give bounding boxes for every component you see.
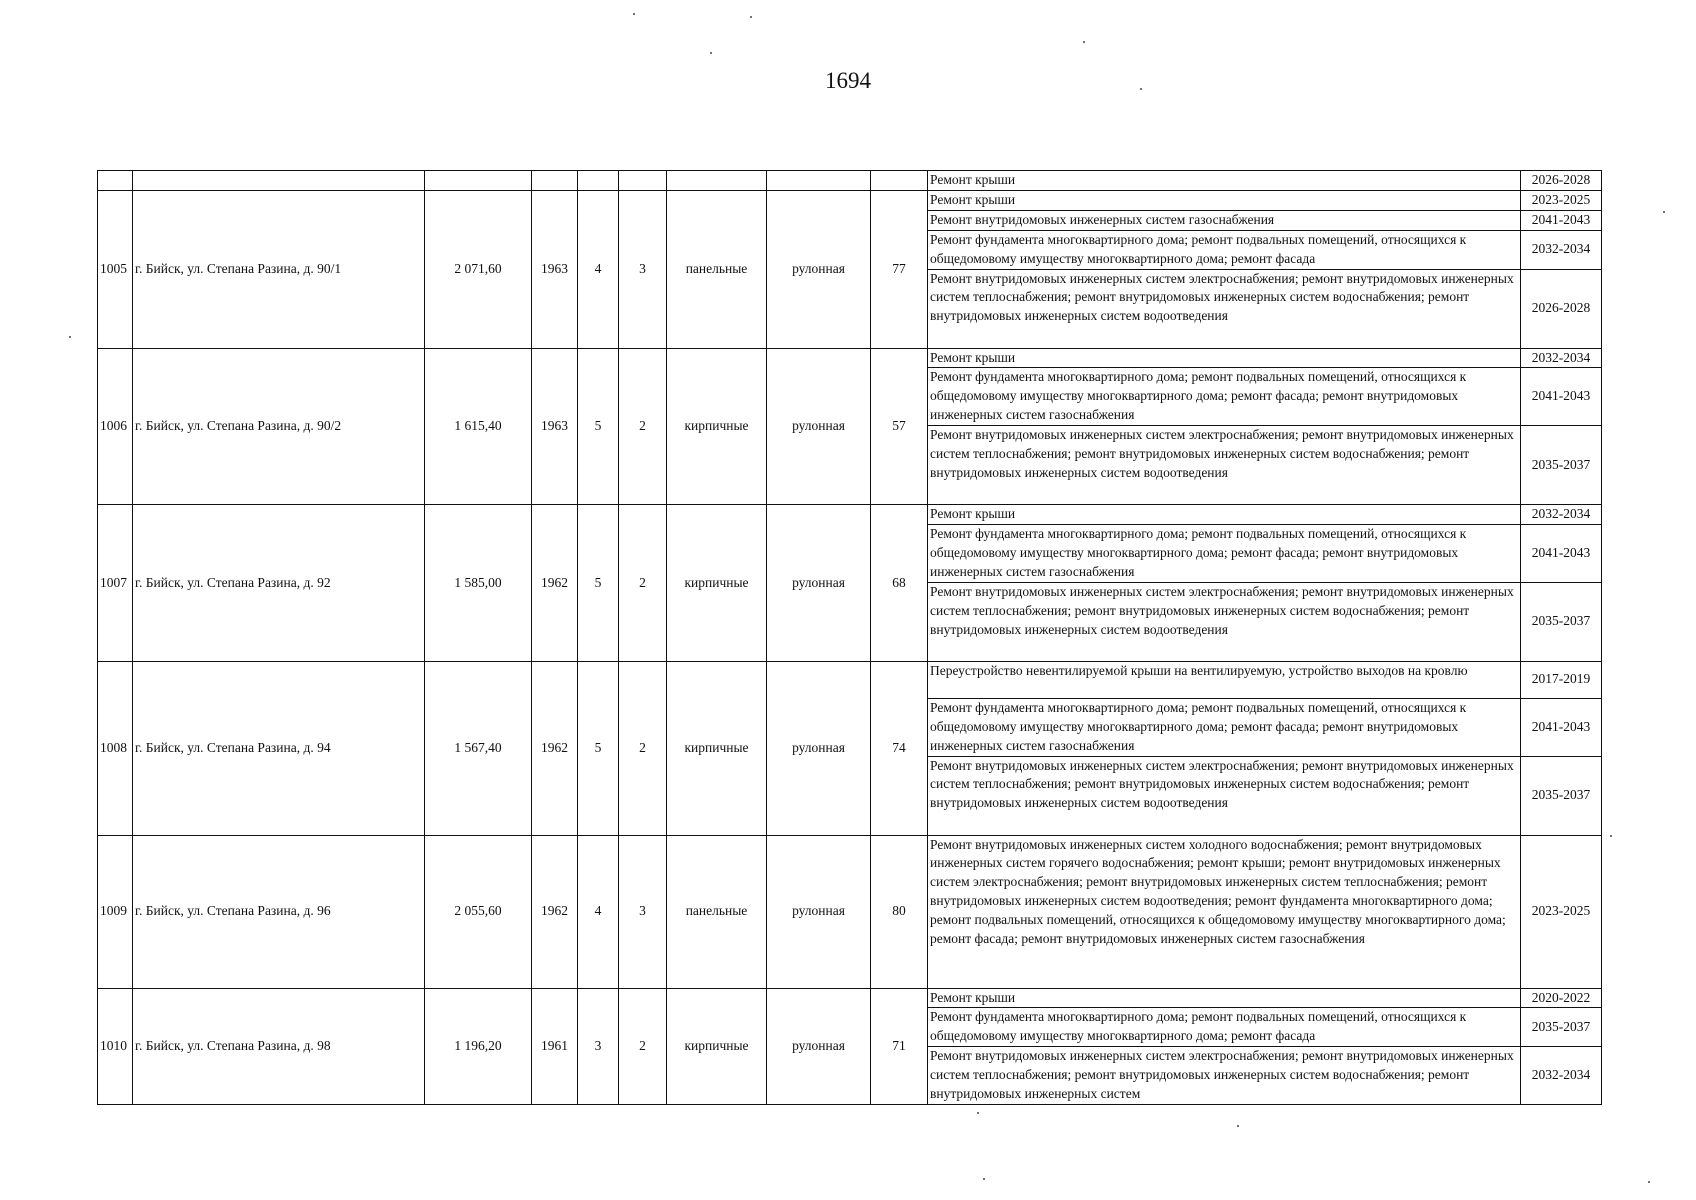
scan-speck: [1610, 835, 1612, 837]
total-area: 2 055,60: [425, 835, 532, 988]
scan-speck: [1663, 211, 1665, 213]
work-description: Переустройство невентилируемой крыши на вентилируемую, устройство выходов на кровлю: [928, 661, 1521, 698]
scan-speck: [633, 13, 635, 15]
work-description: Ремонт внутридомовых инженерных систем газоснабжения: [928, 210, 1521, 230]
roof-type: рулонная: [767, 505, 871, 662]
house-number: 1009: [98, 835, 133, 988]
continued-row: [98, 171, 1602, 191]
house-number: 1005: [98, 190, 133, 348]
work-period: 2023-2025: [1521, 190, 1602, 210]
work-period: 2035-2037: [1521, 582, 1602, 661]
work-period: 2041-2043: [1521, 698, 1602, 756]
house-row: [98, 988, 1602, 1008]
roof-type: рулонная: [767, 988, 871, 1105]
total-area: 1 196,20: [425, 988, 532, 1105]
total-area: 1 567,40: [425, 661, 532, 835]
wall-material: кирпичные: [667, 661, 767, 835]
roof-type: рулонная: [767, 835, 871, 988]
house-row: [98, 661, 1602, 698]
wall-material: кирпичные: [667, 988, 767, 1105]
construction-year: 1962: [532, 505, 578, 662]
page-number: 1694: [825, 68, 871, 93]
work-description: Ремонт крыши: [928, 348, 1521, 368]
house-address: г. Бийск, ул. Степана Разина, д. 98: [133, 988, 425, 1105]
work-description: Ремонт крыши: [928, 190, 1521, 210]
scan-speck: [750, 16, 752, 18]
scan-speck: [69, 336, 71, 338]
house-address: г. Бийск, ул. Степана Разина, д. 90/1: [133, 190, 425, 348]
construction-year: 1962: [532, 835, 578, 988]
work-period: 2026-2028: [1521, 171, 1602, 191]
work-description: Ремонт внутридомовых инженерных систем холодного водоснабжения; ремонт внутридомовых инженерных систем горячего водоснабжения; ремонт крыши; ремонт внутридомовых инженерных систем электроснабжения; ремонт внутридомовых инженерных систем теплоснабжения; ремонт внутридомовых инженерных систем водоотведения; ремонт фундамента многоквартирного дома; ремонт подвальных помещений, относящихся к общедомовому имуществу многоквартирного дома; ремонт фасада; ремонт внутридомовых инженерных систем газоснабжения: [928, 835, 1521, 988]
work-period: 2032-2034: [1521, 1047, 1602, 1105]
work-period: 2032-2034: [1521, 505, 1602, 525]
work-period: 2020-2022: [1521, 988, 1602, 1008]
work-description: Ремонт крыши: [928, 988, 1521, 1008]
entrance-count: 2: [619, 505, 667, 662]
scan-speck: [1648, 1181, 1650, 1183]
work-description: Ремонт внутридомовых инженерных систем электроснабжения; ремонт внутридомовых инженерных систем теплоснабжения; ремонт внутридомовых инженерных систем водоснабжения; ремонт внутридомовых инженерных систем: [928, 1047, 1521, 1105]
work-description: Ремонт фундамента многоквартирного дома; ремонт подвальных помещений, относящихся к общедомовому имуществу многоквартирного дома; ремонт фасада; ремонт внутридомовых инженерных систем газоснабжения: [928, 525, 1521, 583]
floor-count: 5: [578, 661, 619, 835]
work-description: Ремонт фундамента многоквартирного дома; ремонт подвальных помещений, относящихся к общедомовому имуществу многоквартирного дома; ремонт фасада: [928, 230, 1521, 269]
wear-percent: 68: [871, 505, 928, 662]
scan-speck: [1237, 1125, 1239, 1127]
entrance-count: 3: [619, 835, 667, 988]
capital-repair-table: [97, 170, 1602, 1105]
construction-year: 1962: [532, 661, 578, 835]
work-description: Ремонт внутридомовых инженерных систем электроснабжения; ремонт внутридомовых инженерных систем теплоснабжения; ремонт внутридомовых инженерных систем водоснабжения; ремонт внутридомовых инженерных систем водоотведения: [928, 426, 1521, 505]
work-period: 2035-2037: [1521, 756, 1602, 835]
total-area: 1 615,40: [425, 348, 532, 505]
house-address: г. Бийск, ул. Степана Разина, д. 96: [133, 835, 425, 988]
work-description: Ремонт внутридомовых инженерных систем электроснабжения; ремонт внутридомовых инженерных систем теплоснабжения; ремонт внутридомовых инженерных систем водоснабжения; ремонт внутридомовых инженерных систем водоотведения: [928, 269, 1521, 348]
wear-percent: 80: [871, 835, 928, 988]
work-period: 2035-2037: [1521, 1008, 1602, 1047]
work-description: Ремонт крыши: [928, 171, 1521, 191]
work-description: Ремонт внутридомовых инженерных систем электроснабжения; ремонт внутридомовых инженерных систем теплоснабжения; ремонт внутридомовых инженерных систем водоснабжения; ремонт внутридомовых инженерных систем водоотведения: [928, 756, 1521, 835]
wear-percent: 71: [871, 988, 928, 1105]
construction-year: 1961: [532, 988, 578, 1105]
house-address: г. Бийск, ул. Степана Разина, д. 90/2: [133, 348, 425, 505]
floor-count: 5: [578, 348, 619, 505]
wear-percent: 77: [871, 190, 928, 348]
house-number: 1007: [98, 505, 133, 662]
scan-speck: [1140, 88, 1142, 90]
work-period: 2041-2043: [1521, 368, 1602, 426]
work-description: Ремонт крыши: [928, 505, 1521, 525]
work-period: 2041-2043: [1521, 525, 1602, 583]
construction-year: 1963: [532, 190, 578, 348]
house-row: [98, 835, 1602, 988]
wall-material: кирпичные: [667, 505, 767, 662]
roof-type: рулонная: [767, 661, 871, 835]
work-description: Ремонт фундамента многоквартирного дома; ремонт подвальных помещений, относящихся к общедомовому имуществу многоквартирного дома; ремонт фасада; ремонт внутридомовых инженерных систем газоснабжения: [928, 368, 1521, 426]
roof-type: рулонная: [767, 190, 871, 348]
entrance-count: 3: [619, 190, 667, 348]
work-period: 2035-2037: [1521, 426, 1602, 505]
house-row: [98, 505, 1602, 525]
scan-speck: [1083, 41, 1085, 43]
entrance-count: 2: [619, 661, 667, 835]
work-description: Ремонт фундамента многоквартирного дома; ремонт подвальных помещений, относящихся к общедомовому имуществу многоквартирного дома; ремонт фасада; ремонт внутридомовых инженерных систем газоснабжения: [928, 698, 1521, 756]
wear-percent: 57: [871, 348, 928, 505]
work-description: Ремонт фундамента многоквартирного дома; ремонт подвальных помещений, относящихся к общедомовому имуществу многоквартирного дома; ремонт фасада: [928, 1008, 1521, 1047]
total-area: 1 585,00: [425, 505, 532, 662]
floor-count: 4: [578, 835, 619, 988]
scan-speck: [983, 1178, 985, 1180]
roof-type: рулонная: [767, 348, 871, 505]
work-period: 2023-2025: [1521, 835, 1602, 988]
wear-percent: 74: [871, 661, 928, 835]
house-number: 1008: [98, 661, 133, 835]
scan-speck: [977, 1112, 979, 1114]
house-address: г. Бийск, ул. Степана Разина, д. 92: [133, 505, 425, 662]
wall-material: панельные: [667, 835, 767, 988]
floor-count: 4: [578, 190, 619, 348]
work-period: 2032-2034: [1521, 348, 1602, 368]
work-period: 2032-2034: [1521, 230, 1602, 269]
floor-count: 3: [578, 988, 619, 1105]
work-period: 2017-2019: [1521, 661, 1602, 698]
house-address: г. Бийск, ул. Степана Разина, д. 94: [133, 661, 425, 835]
total-area: 2 071,60: [425, 190, 532, 348]
work-period: 2041-2043: [1521, 210, 1602, 230]
wall-material: кирпичные: [667, 348, 767, 505]
wall-material: панельные: [667, 190, 767, 348]
entrance-count: 2: [619, 988, 667, 1105]
floor-count: 5: [578, 505, 619, 662]
house-number: 1010: [98, 988, 133, 1105]
house-row: [98, 348, 1602, 368]
house-row: [98, 190, 1602, 210]
construction-year: 1963: [532, 348, 578, 505]
entrance-count: 2: [619, 348, 667, 505]
house-number: 1006: [98, 348, 133, 505]
work-period: 2026-2028: [1521, 269, 1602, 348]
work-description: Ремонт внутридомовых инженерных систем электроснабжения; ремонт внутридомовых инженерных систем теплоснабжения; ремонт внутридомовых инженерных систем водоснабжения; ремонт внутридомовых инженерных систем водоотведения: [928, 582, 1521, 661]
scan-speck: [710, 52, 712, 54]
